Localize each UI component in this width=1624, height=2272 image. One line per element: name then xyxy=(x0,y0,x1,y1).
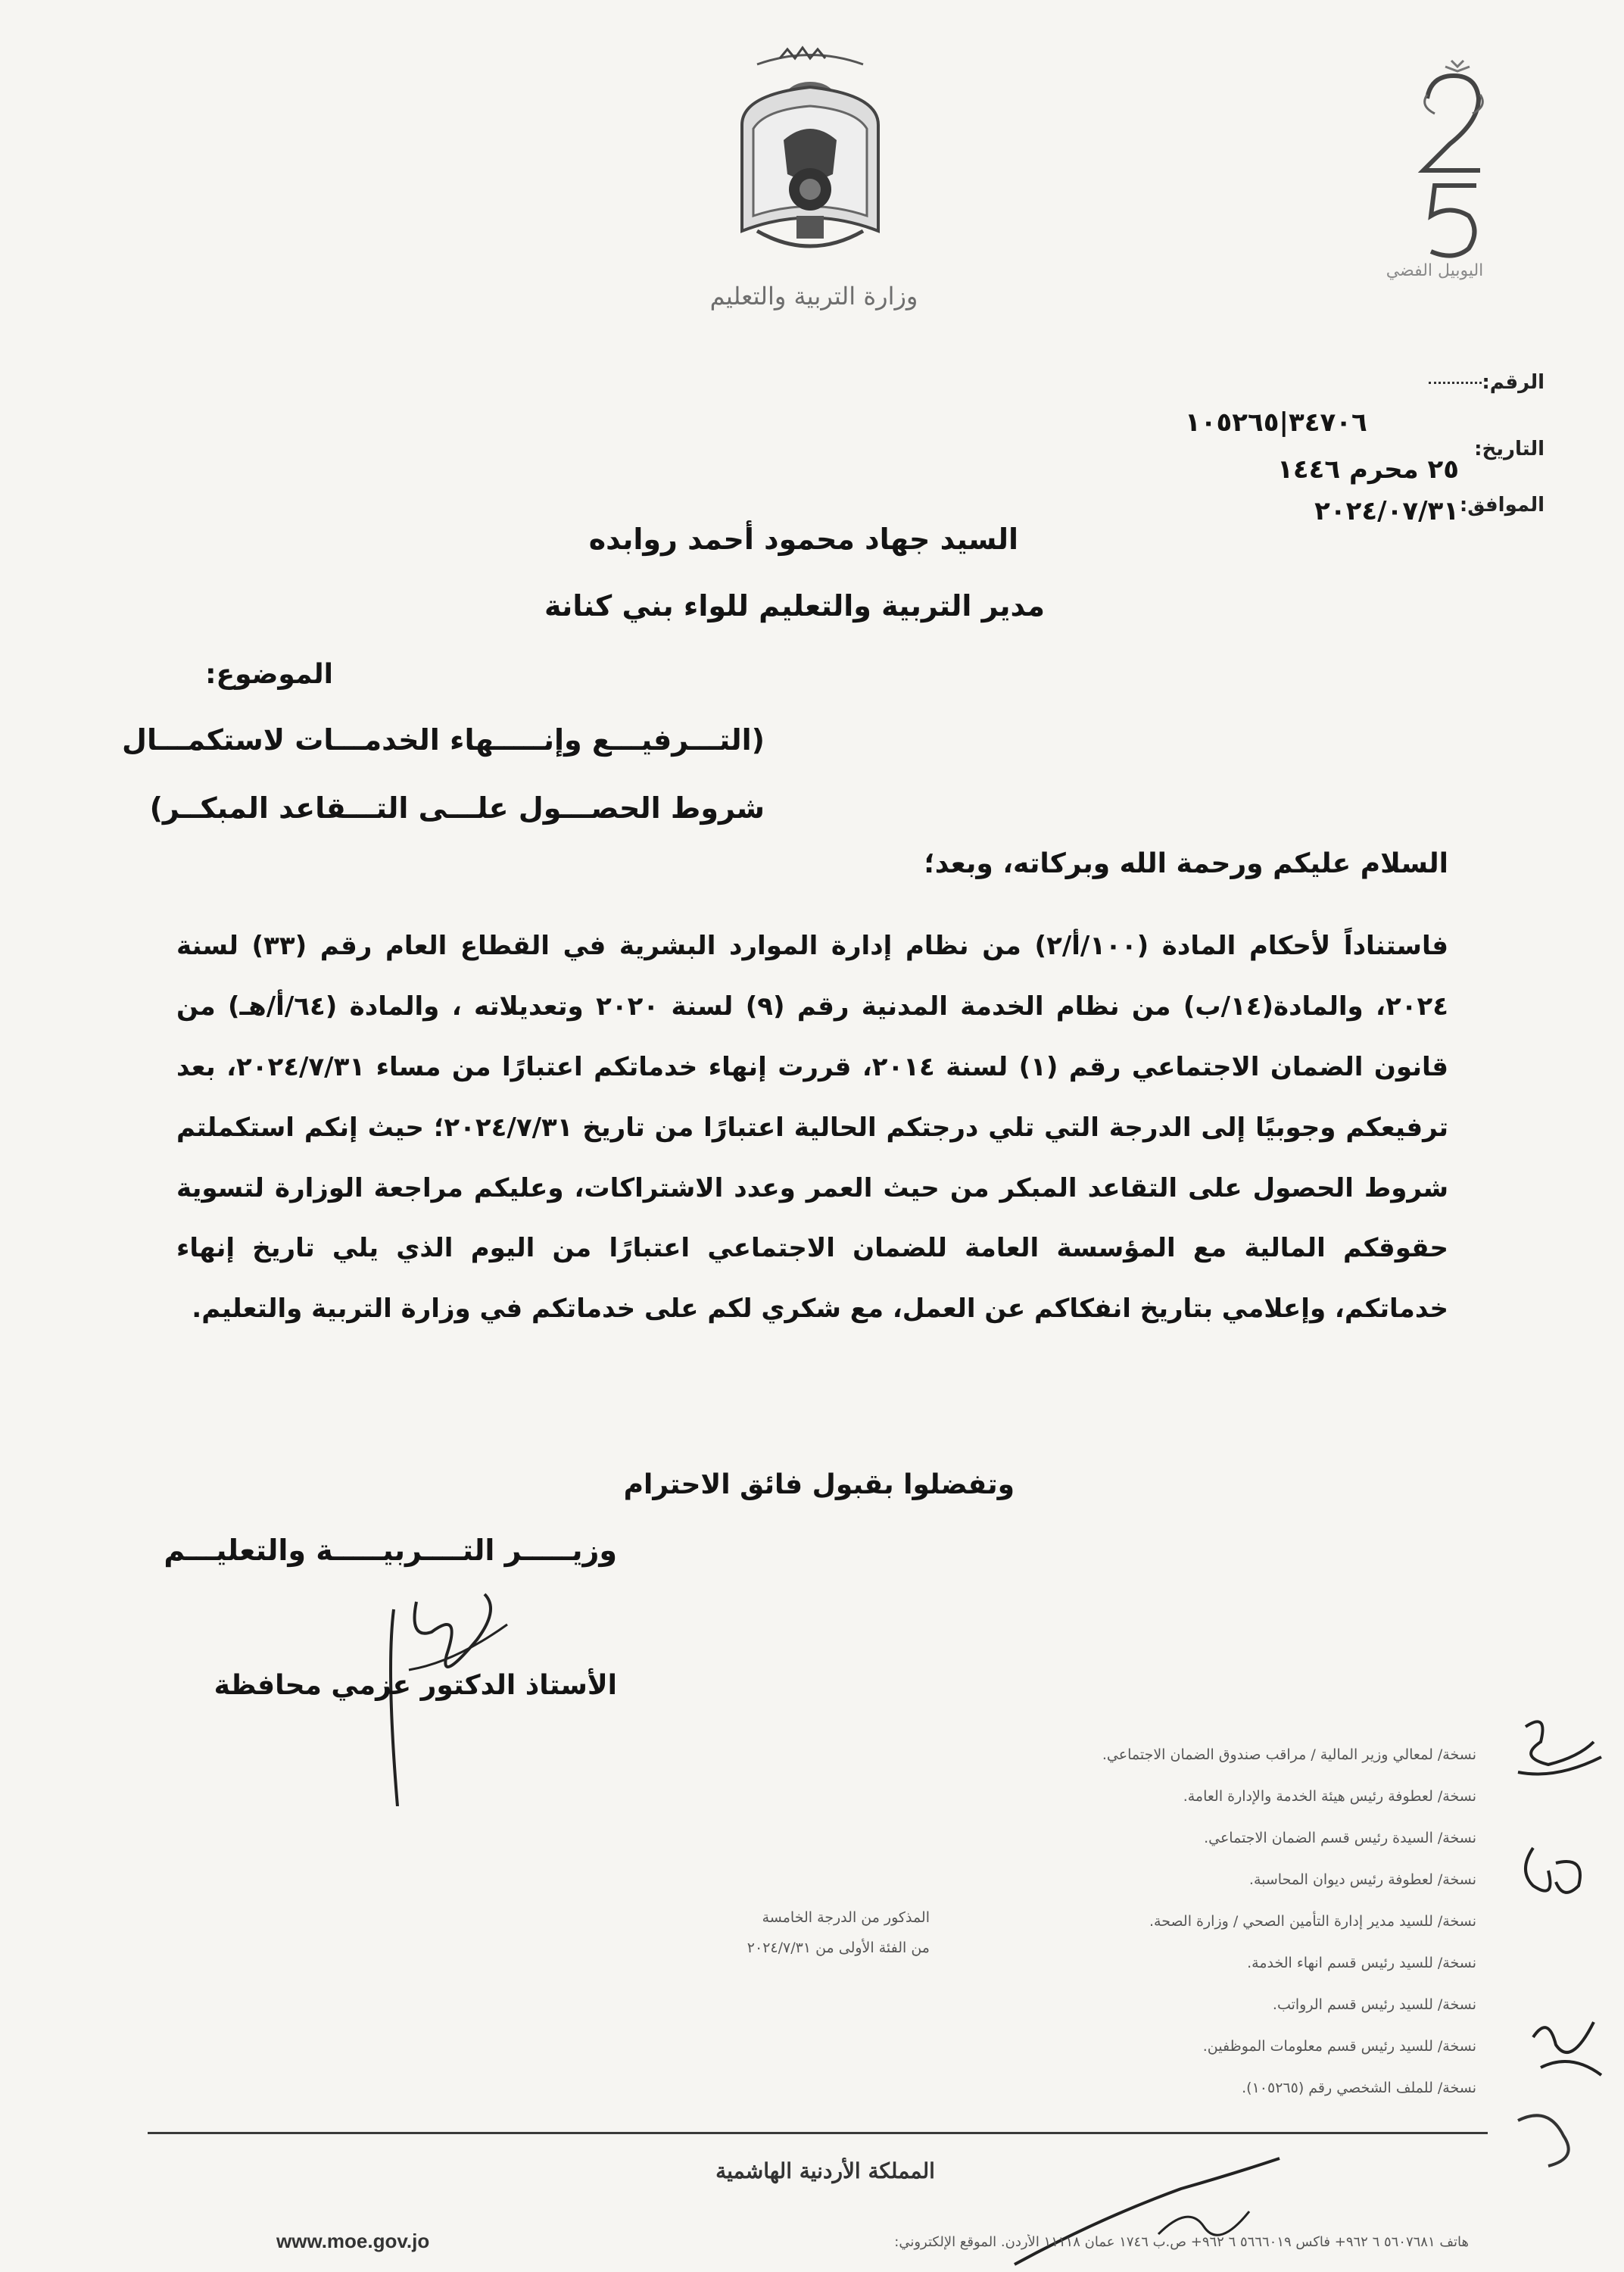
ministry-caption: وزارة التربية والتعليم xyxy=(709,282,918,311)
gregorian-date-label: الموافق: xyxy=(1459,494,1545,517)
addressee-position: مدير التربية والتعليم للواء بني كنانة xyxy=(544,589,1045,623)
jordan-emblem-icon xyxy=(712,42,909,276)
cc-item: نسخة/ السيدة رئيس قسم الضمان الاجتماعي. xyxy=(1204,1830,1476,1846)
footer-contact: هاتف ٥٦٠٧٦٨١ ٦ ٩٦٢+ فاكس ٥٦٦٦٠١٩ ٦ ٩٦٢+ ص.ب ١٧٤٦ عمان ١١١١٨ الأردن. الموقع الإلكتروني: xyxy=(894,2234,1469,2250)
margin-initials-icon xyxy=(1503,1712,1609,2181)
date-label: التاريخ: xyxy=(1474,438,1545,460)
grade-note-line: من الفئة الأولى من ٢٠٢٤/٧/٣١ xyxy=(747,1940,930,1956)
body-paragraph: فاستناداً لأحكام المادة (١٠٠/أ/٢) من نظام إدارة الموارد البشرية في القطاع العام رقم (٣٣) لسنة ٢٠٢٤، والمادة(١٤/ب) من نظام الخدمة المدنية رقم (٩) لسنة ٢٠٢٠ وتعديلاته ، والمادة (٦٤/أ/هـ) من قانون الضمان الاجتماعي رقم (١) لسنة ٢٠١٤، قررت إنهاء خدماتكم اعتبارًا من مساء ٢٠٢٤/٧/٣١، بعد ترفيعكم وجوبيًا إلى الدرجة التي تلي درجتكم الحالية اعتبارًا من تاريخ ٢٠٢٤/٧/٣١؛ حيث إنكم استكملتم شروط الحصول على التقاعد المبكر من حيث العمر وعدد الاشتراكات، وعليكم مراجعة الوزارة لتسوية حقوقكم المالية مع المؤسسة العامة للضمان الاجتماعي اعتبارًا من اليوم الذي يلي تاريخ إنهاء خدماتكم، وإعلامي بتاريخ انفكاكم عن العمل، مع شكري لكم على خدماتكم في وزارة التربية والتعليم. xyxy=(176,931,1449,1325)
footer-scribble-icon xyxy=(1007,2143,1325,2272)
reference-number-value: ٣٤٧٠٦|١٠٥٢٦٥ xyxy=(1185,407,1367,438)
minister-title: وزيـــــر التــــربيـــــة والتعليـــم xyxy=(164,1534,617,1567)
closing-line: وتفضلوا بقبول فائق الاحترام xyxy=(623,1469,1015,1500)
addressee-name: السيد جهاد محمود أحمد روابده xyxy=(588,523,1018,556)
cc-item: نسخة/ للسيد رئيس قسم الرواتب. xyxy=(1272,1996,1476,2013)
grade-note-line: المذكور من الدرجة الخامسة xyxy=(762,1909,930,1926)
minister-name: الأستاذ الدكتور عزمي محافظة xyxy=(214,1670,617,1701)
cc-item: نسخة/ للسيد مدير إدارة التأمين الصحي / وزارة الصحة. xyxy=(1149,1913,1476,1930)
subject-label: الموضوع: xyxy=(205,659,333,690)
anniversary-25-logo-icon xyxy=(1404,53,1503,273)
cc-item: نسخة/ لعطوفة رئيس ديوان المحاسبة. xyxy=(1248,1871,1476,1888)
cc-item: نسخة/ لعطوفة رئيس هيئة الخدمة والإدارة العامة. xyxy=(1183,1788,1476,1805)
hijri-date: ٢٥ محرم ١٤٤٦ xyxy=(1277,454,1459,485)
footer-kingdom: المملكة الأردنية الهاشمية xyxy=(715,2158,935,2183)
reference-number-label: الرقم: xyxy=(1424,371,1545,394)
footer-website-link[interactable]: www.moe.gov.jo xyxy=(276,2230,430,2252)
cc-item: نسخة/ للملف الشخصي رقم (١٠٥٢٦٥). xyxy=(1242,2080,1476,2096)
cc-item: نسخة/ للسيد رئيس قسم انهاء الخدمة. xyxy=(1247,1955,1476,1971)
cc-item: نسخة/ للسيد رئيس قسم معلومات الموظفين. xyxy=(1202,2038,1476,2055)
subject-line-1: (التـــرفيـــع وإنـــــهاء الخدمـــات لاستكمـــال xyxy=(122,723,765,757)
subject-line-2: شروط الحصـــول علـــى التـــقاعد المبكــر) xyxy=(149,791,765,825)
greeting: السلام عليكم ورحمة الله وبركاته، وبعد؛ xyxy=(924,848,1448,879)
footer-divider xyxy=(148,2132,1488,2134)
anniversary-caption: اليوبيل الفضي xyxy=(1386,261,1484,280)
gregorian-date: ٢٠٢٤/٠٧/٣١ xyxy=(1314,496,1459,526)
grade-note xyxy=(634,1902,930,1963)
cc-item: نسخة/ لمعالي وزير المالية / مراقب صندوق الضمان الاجتماعي. xyxy=(1102,1746,1476,1763)
